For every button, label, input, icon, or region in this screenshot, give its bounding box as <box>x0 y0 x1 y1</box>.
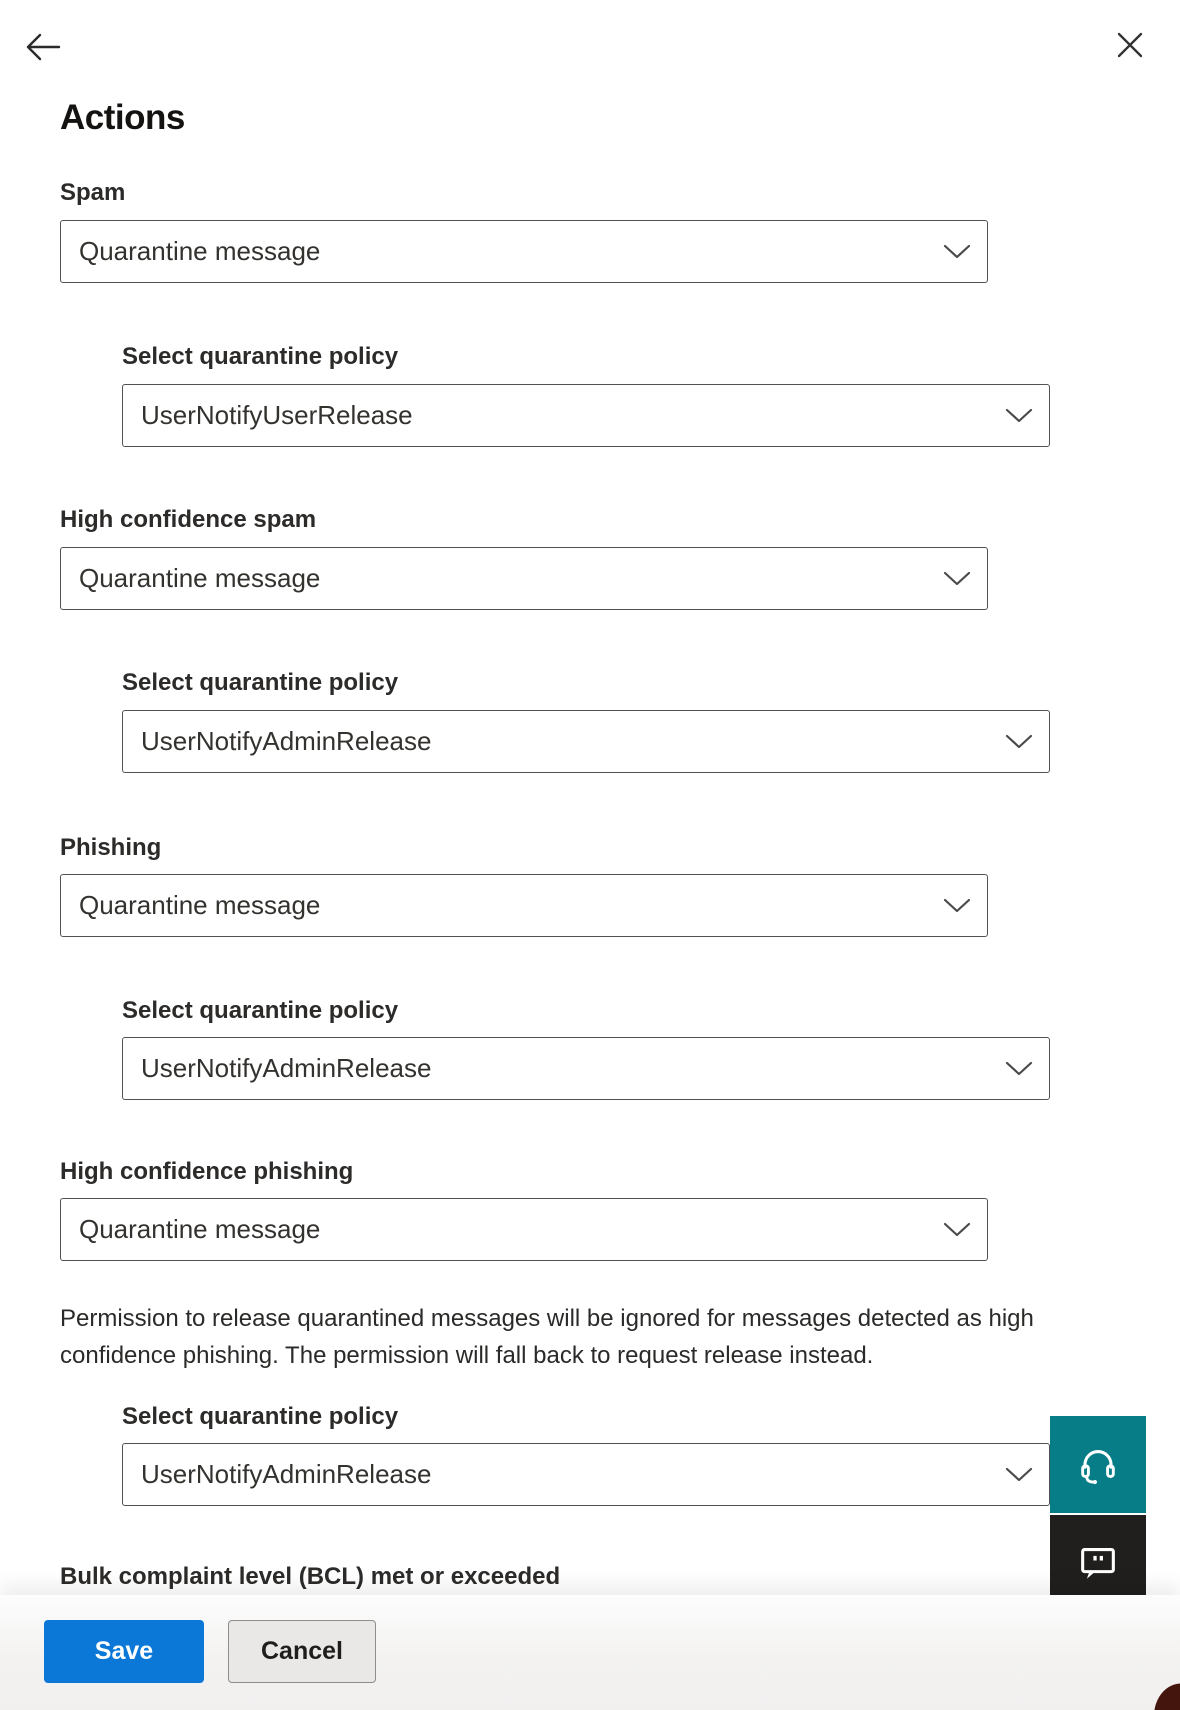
save-button[interactable]: Save <box>44 1620 204 1683</box>
chevron-down-icon <box>1005 1061 1033 1077</box>
high-confidence-spam-policy-select[interactable] <box>122 710 1050 773</box>
support-headset-button[interactable] <box>1050 1416 1146 1513</box>
page-title: Actions <box>60 98 185 137</box>
policy-label-spam: Select quarantine policy <box>122 343 399 370</box>
close-icon <box>1114 29 1146 61</box>
chevron-down-icon <box>1005 408 1033 424</box>
corner-artifact <box>1154 1680 1180 1710</box>
chevron-down-icon <box>1005 1467 1033 1483</box>
chevron-down-icon <box>1005 734 1033 750</box>
high-confidence-phishing-policy-value: UserNotifyAdminRelease <box>141 1459 432 1489</box>
high-confidence-spam-policy-value: UserNotifyAdminRelease <box>141 726 432 756</box>
spam-action-select[interactable] <box>60 220 988 283</box>
policy-label-high-confidence-phishing: Select quarantine policy <box>122 1403 399 1430</box>
chevron-down-icon <box>943 1222 971 1238</box>
chat-bubble-icon <box>1075 1540 1121 1586</box>
section-label-bulk-complaint-level: Bulk complaint level (BCL) met or exceeded <box>60 1563 561 1590</box>
cancel-button[interactable]: Cancel <box>228 1620 376 1683</box>
back-button[interactable] <box>24 30 62 64</box>
high-confidence-spam-action-value: Quarantine message <box>79 563 321 593</box>
headset-icon <box>1075 1442 1121 1488</box>
clipped-content-region <box>0 1563 1180 1597</box>
chevron-down-icon <box>943 898 971 914</box>
footer-bar <box>0 1595 1180 1710</box>
phishing-action-value: Quarantine message <box>79 890 321 920</box>
help-widget <box>1050 1416 1146 1610</box>
section-label-high-confidence-spam: High confidence spam <box>60 506 317 533</box>
high-confidence-phishing-action-value: Quarantine message <box>79 1214 321 1244</box>
spam-action-value: Quarantine message <box>79 236 321 266</box>
section-label-spam: Spam <box>60 179 126 206</box>
phishing-action-select[interactable] <box>60 874 988 937</box>
spam-policy-select[interactable] <box>122 384 1050 447</box>
phishing-policy-select[interactable] <box>122 1037 1050 1100</box>
back-arrow-icon <box>24 30 62 64</box>
section-label-phishing: Phishing <box>60 834 162 861</box>
close-button[interactable] <box>1114 29 1146 61</box>
high-confidence-phishing-note: Permission to release quarantined messages will be ignored for messages detected as high confidence phishing. The permission will fall back to request release instead. <box>60 1305 1034 1369</box>
section-label-high-confidence-phishing: High confidence phishing <box>60 1158 354 1185</box>
chevron-down-icon <box>943 571 971 587</box>
chevron-down-icon <box>943 244 971 260</box>
phishing-policy-value: UserNotifyAdminRelease <box>141 1053 432 1083</box>
high-confidence-spam-action-select[interactable] <box>60 547 988 610</box>
policy-label-high-confidence-spam: Select quarantine policy <box>122 669 399 696</box>
policy-label-phishing: Select quarantine policy <box>122 997 399 1024</box>
high-confidence-phishing-policy-select[interactable] <box>122 1443 1050 1506</box>
spam-policy-value: UserNotifyUserRelease <box>141 400 413 430</box>
high-confidence-phishing-action-select[interactable] <box>60 1198 988 1261</box>
